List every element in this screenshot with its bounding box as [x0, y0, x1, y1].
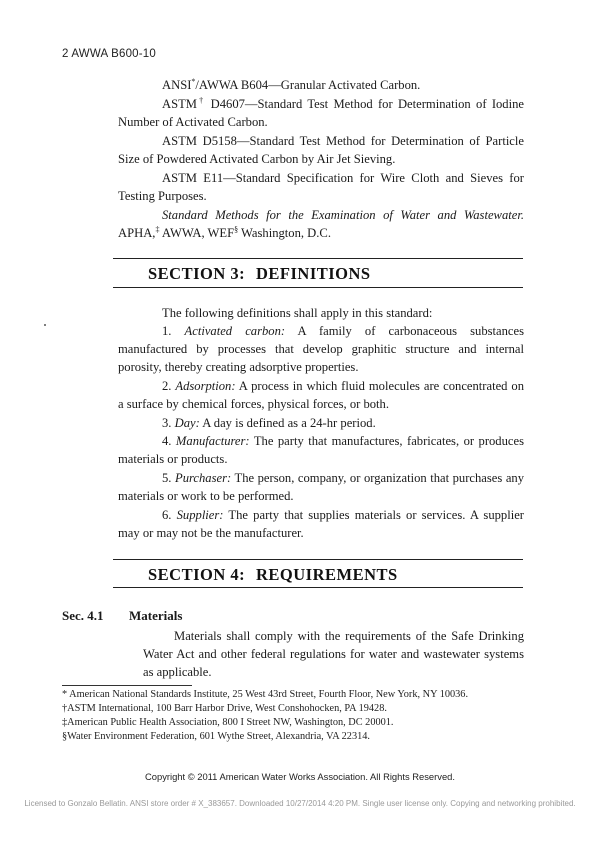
definition-supplier: 6. Supplier: The party that supplies materials or services. A supplier may or may not be the manufacturer. [118, 508, 524, 541]
section-4-bottom-rule [113, 587, 523, 588]
subsection-title: Materials [129, 608, 183, 623]
reference-astm-d5158: ASTM D5158—Standard Test Method for Determination of Particle Size of Powdered Activated Carbon by Air Jet Sieving. [118, 134, 524, 167]
reference-astm-e11: ASTM E11—Standard Specification for Wire Cloth and Sieves for Testing Purposes. [118, 171, 524, 204]
subsection-number: Sec. 4.1 [62, 608, 104, 623]
footnote-rule [62, 685, 192, 686]
definition-activated-carbon: 1. Activated carbon: A family of carbonaceous substances manufactured by processes that develop graphitic structure and internal porosity, thereby creating adsorptive properties. [118, 324, 524, 375]
footnote-ansi: * American National Standards Institute, 25 West 43rd Street, Fourth Floor, New York, NY 10036. [62, 689, 469, 700]
section-4-top-rule [113, 559, 523, 560]
definition-day: 3. Day: A day is defined as a 24-hr period. [162, 416, 376, 430]
reference-astm-d4607: ASTM† D4607—Standard Test Method for Determination of Iodine Number of Activated Carbon. [118, 95, 524, 130]
materials-paragraph: Materials shall comply with the requirements of the Safe Drinking Water Act and other federal regulations for water and wastewater systems as applicable. [143, 629, 524, 680]
section-3-heading [148, 264, 371, 284]
definition-manufacturer: 4. Manufacturer: The party that manufactures, fabricates, or produces materials or products. [118, 434, 524, 467]
license-watermark: Licensed to Gonzalo Bellatin. ANSI store order # X_383657. Downloaded 10/27/2014 4:20 PM. Single user license only. Copying and networking prohibited. [24, 799, 576, 808]
margin-mark [44, 324, 46, 326]
definitions-intro: The following definitions shall apply in this standard: [162, 306, 433, 320]
footnote-wef: §Water Environment Federation, 601 Wythe Street, Alexandria, VA 22314. [62, 731, 370, 742]
section-4-heading [148, 565, 398, 585]
section-3-number: SECTION 3: [148, 264, 246, 283]
footnote-apha: ‡American Public Health Association, 800 I Street NW, Washington, DC 20001. [62, 717, 394, 728]
section-3-bottom-rule [113, 287, 523, 288]
section-4-title: REQUIREMENTS [256, 565, 398, 584]
copyright-notice: Copyright © 2011 American Water Works Association. All Rights Reserved. [145, 771, 455, 782]
reference-standard-methods: Standard Methods for the Examination of Water and Wastewater. APHA,‡ AWWA, WEF§ Washington, D.C. [118, 208, 524, 241]
definition-purchaser: 5. Purchaser: The person, company, or organization that purchases any materials or work to be performed. [118, 471, 525, 504]
reference-ansi-b604: ANSI*/AWWA B604—Granular Activated Carbon. [162, 76, 421, 92]
section-4-number: SECTION 4: [148, 565, 246, 584]
section-3-top-rule [113, 258, 523, 259]
section-3-title: DEFINITIONS [256, 264, 371, 283]
definition-adsorption: 2. Adsorption: A process in which fluid molecules are concentrated on a surface by chemical forces, physical forces, or both. [118, 379, 524, 412]
footnote-astm: †ASTM International, 100 Barr Harbor Drive, West Conshohocken, PA 19428. [62, 703, 387, 714]
running-head: 2 AWWA B600-10 [62, 48, 156, 60]
